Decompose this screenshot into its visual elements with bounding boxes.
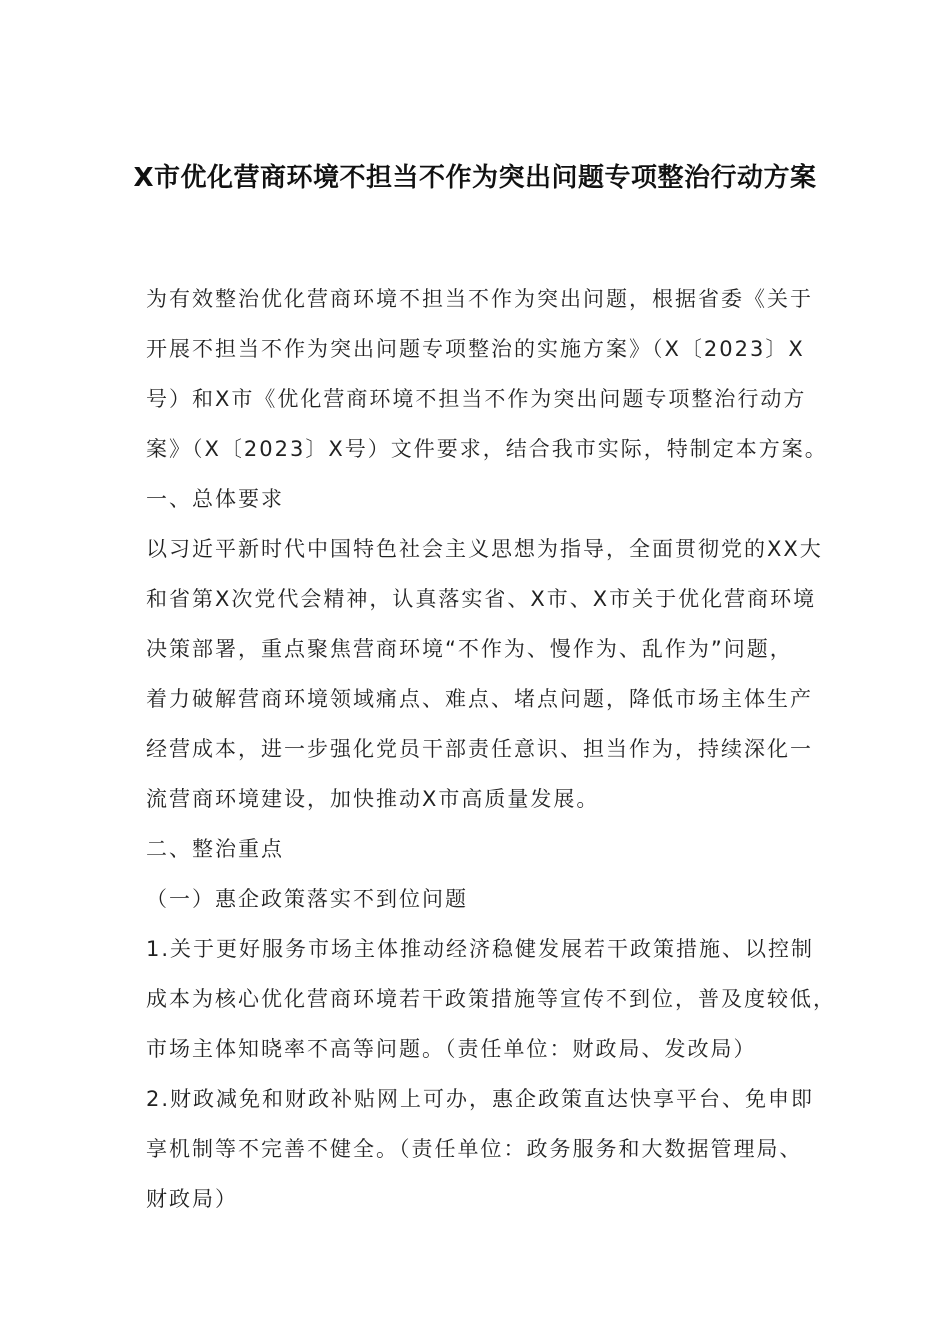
subsection-heading: （一）惠企政策落实不到位问题 <box>146 887 468 911</box>
list-item-line: 2.财政减免和财政补贴网上可办，惠企政策直达快享平台、免申即 <box>146 1087 815 1111</box>
paragraph-line: 着力破解营商环境领域痛点、难点、堵点问题，降低市场主体生产 <box>146 687 813 711</box>
paragraph-line: 为有效整治优化营商环境不担当不作为突出问题，根据省委《关于 <box>146 287 813 311</box>
paragraph-line: 经营成本，进一步强化党员干部责任意识、担当作为，持续深化一 <box>146 737 813 761</box>
list-item-line: 1.关于更好服务市场主体推动经济稳健发展若干政策措施、以控制 <box>146 937 815 961</box>
document-title: X市优化营商环境不担当不作为突出问题专项整治行动方案 <box>133 163 817 193</box>
paragraph-line: 开展不担当不作为突出问题专项整治的实施方案》（X〔2023〕X <box>146 337 805 361</box>
paragraph-line: 和省第X次党代会精神，认真落实省、X市、X市关于优化营商环境 <box>146 587 817 611</box>
paragraph-line: 流营商环境建设，加快推动X市高质量发展。 <box>146 787 600 811</box>
section-heading: 二、整治重点 <box>146 837 284 861</box>
document-body <box>146 274 836 1224</box>
list-item-line: 财政局） <box>146 1187 238 1211</box>
paragraph-line: 决策部署，重点聚焦营商环境“不作为、慢作为、乱作为”问题， <box>146 637 793 661</box>
paragraph-line: 案》（X〔2023〕X号）文件要求，结合我市实际，特制定本方案。 <box>146 437 828 461</box>
list-item-line: 享机制等不完善不健全。（责任单位：政务服务和大数据管理局、 <box>146 1137 803 1161</box>
list-item-line: 成本为核心优化营商环境若干政策措施等宣传不到位，普及度较低， <box>146 987 836 1011</box>
paragraph-line: 号）和X市《优化营商环境不担当不作为突出问题专项整治行动方 <box>146 387 807 411</box>
section-heading: 一、总体要求 <box>146 487 284 511</box>
paragraph-line: 以习近平新时代中国特色社会主义思想为指导，全面贯彻党的XX大 <box>146 537 823 561</box>
list-item-line: 市场主体知晓率不高等问题。（责任单位：财政局、发改局） <box>146 1037 757 1061</box>
